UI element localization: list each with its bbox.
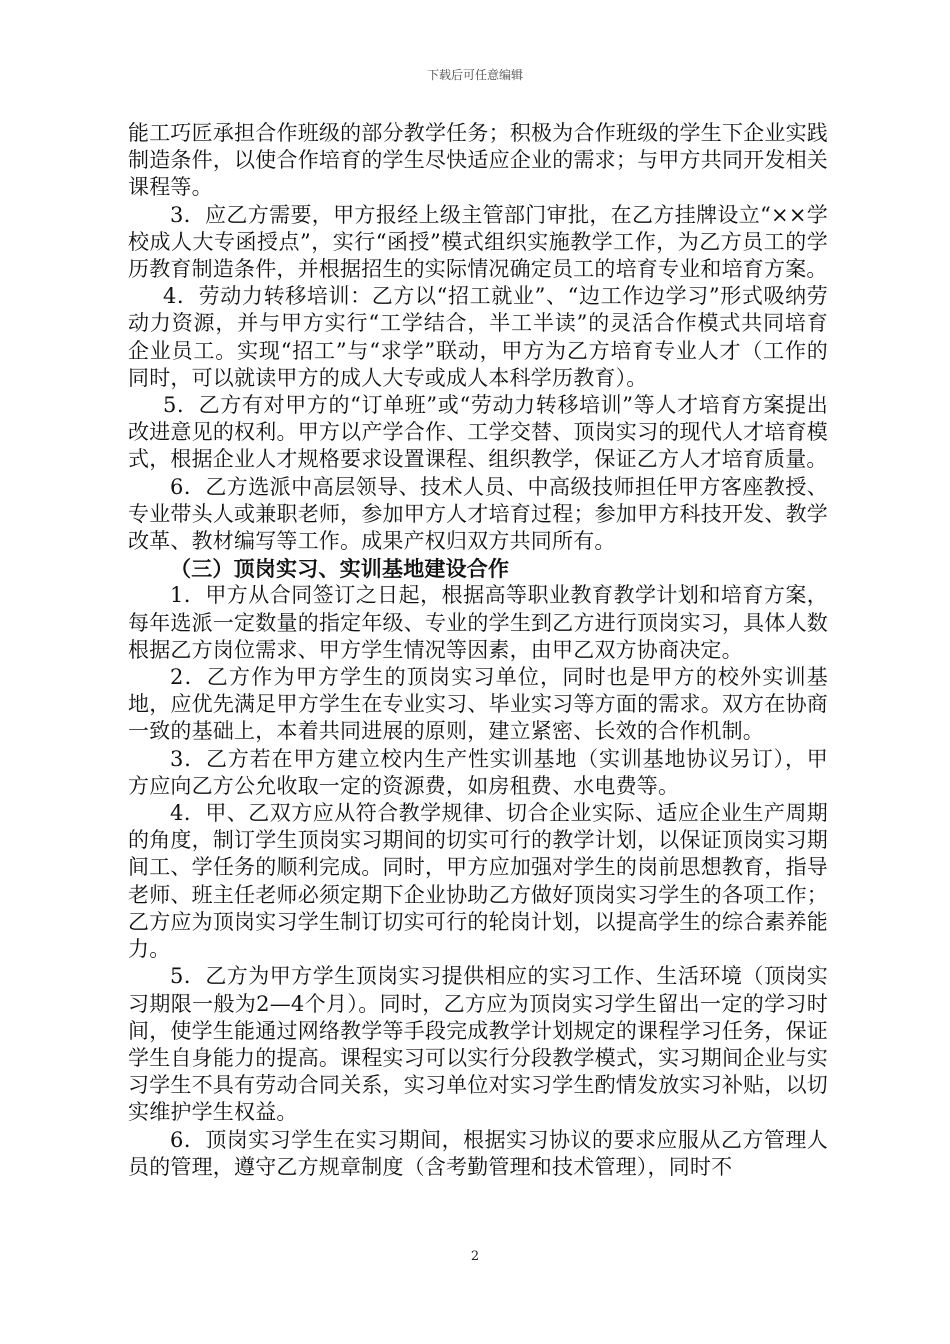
paragraph-item-5: 5．乙方为甲方学生顶岗实习提供相应的实习工作、生活环境（顶岗实习期限一般为2—4个月）。同时，乙方应为顶岗实习学生留出一定的学习时间，使学生能通过网络教学等手段完成教学计划规定的课程学习任务，保证学生自身能力的提高。课程实习可以实行分段教学模式，实习期间企业与实习学生不具有劳动合同关系，实习单位对实习学生酌情发放实习补贴，以切实维护学生权益。 [128, 964, 828, 1125]
paragraph-item-4: 4．甲、乙双方应从符合教学规律、切合企业实际、适应企业生产周期的角度，制订学生顶岗实习期间的切实可行的教学计划，以保证顶岗实习期间工、学任务的顺利完成。同时，甲方应加强对学生的岗前思想教育，指导老师、班主任老师必须定期下企业协助乙方做好顶岗实习学生的各项工作；乙方应为顶岗实习学生制订切实可行的轮岗计划，以提高学生的综合素养能力。 [128, 801, 828, 962]
paragraph-item-4: 4．劳动力转移培训：乙方以“招工就业”、“边工作边学习”形式吸纳劳动力资源，并与甲方实行“工学结合，半工半读”的灵活合作模式共同培育企业员工。实现“招工”与“求学”联动，甲方为乙方培育专业人才（工作的同时，可以就读甲方的成人大专或成人本科学历教育）。 [128, 284, 828, 390]
page-header: 下载后可任意编辑 [426, 68, 523, 82]
paragraph-item-2: 2．乙方作为甲方学生的顶岗实习单位，同时也是甲方的校外实训基地，应优先满足甲方学生在专业实习、毕业实习等方面的需求。双方在协商一致的基础上，本着共同进展的原则，建立紧密、长效的合作机制。 [128, 665, 828, 744]
paragraph-item-3: 3．乙方若在甲方建立校内生产性实训基地（实训基地协议另订），甲方应向乙方公允收取一定的资源费，如房租费、水电费等。 [128, 746, 828, 798]
paragraph-item-5: 5．乙方有对甲方的“订单班”或“劳动力转移培训”等人才培育方案提出改进意见的权利。甲方以产学合作、工学交替、顶岗实习的现代人才培育模式，根据企业人才规格要求设置课程、组织教学，保证乙方人才培育质量。 [128, 393, 828, 472]
paragraph-continuation: 能工巧匠承担合作班级的部分教学任务；积极为合作班级的学生下企业实践制造条件，以使合作培育的学生尽快适应企业的需求；与甲方共同开发相关课程等。 [128, 121, 828, 200]
section-heading: （三）顶岗实习、实训基地建设合作 [170, 556, 510, 582]
paragraph-item-1: 1．甲方从合同签订之日起，根据高等职业教育教学计划和培育方案，每年选派一定数量的指定年级、专业的学生到乙方进行顶岗实习，具体人数根据乙方岗位需求、甲方学生情况等因素，由甲乙双方协商决定。 [128, 583, 828, 662]
page-number: 2 [470, 1249, 480, 1264]
paragraph-item-6: 6．乙方选派中高层领导、技术人员、中高级技师担任甲方客座教授、专业带头人或兼职老师，参加甲方人才培育过程；参加甲方科技开发、教学改革、教材编写等工作。成果产权归双方共同所有。 [128, 474, 828, 554]
paragraph-item-6: 6．顶岗实习学生在实习期间，根据实习协议的要求应服从乙方管理人员的管理，遵守乙方规章制度（含考勤管理和技术管理），同时不 [128, 1127, 828, 1179]
document-body [128, 120, 828, 1181]
paragraph-item-3: 3．应乙方需要，甲方报经上级主管部门审批，在乙方挂牌设立“××学校成人大专函授点”，实行“函授”模式组织实施教学工作，为乙方员工的学历教育制造条件，并根据招生的实际情况确定员工的培育专业和培育方案。 [128, 202, 828, 282]
